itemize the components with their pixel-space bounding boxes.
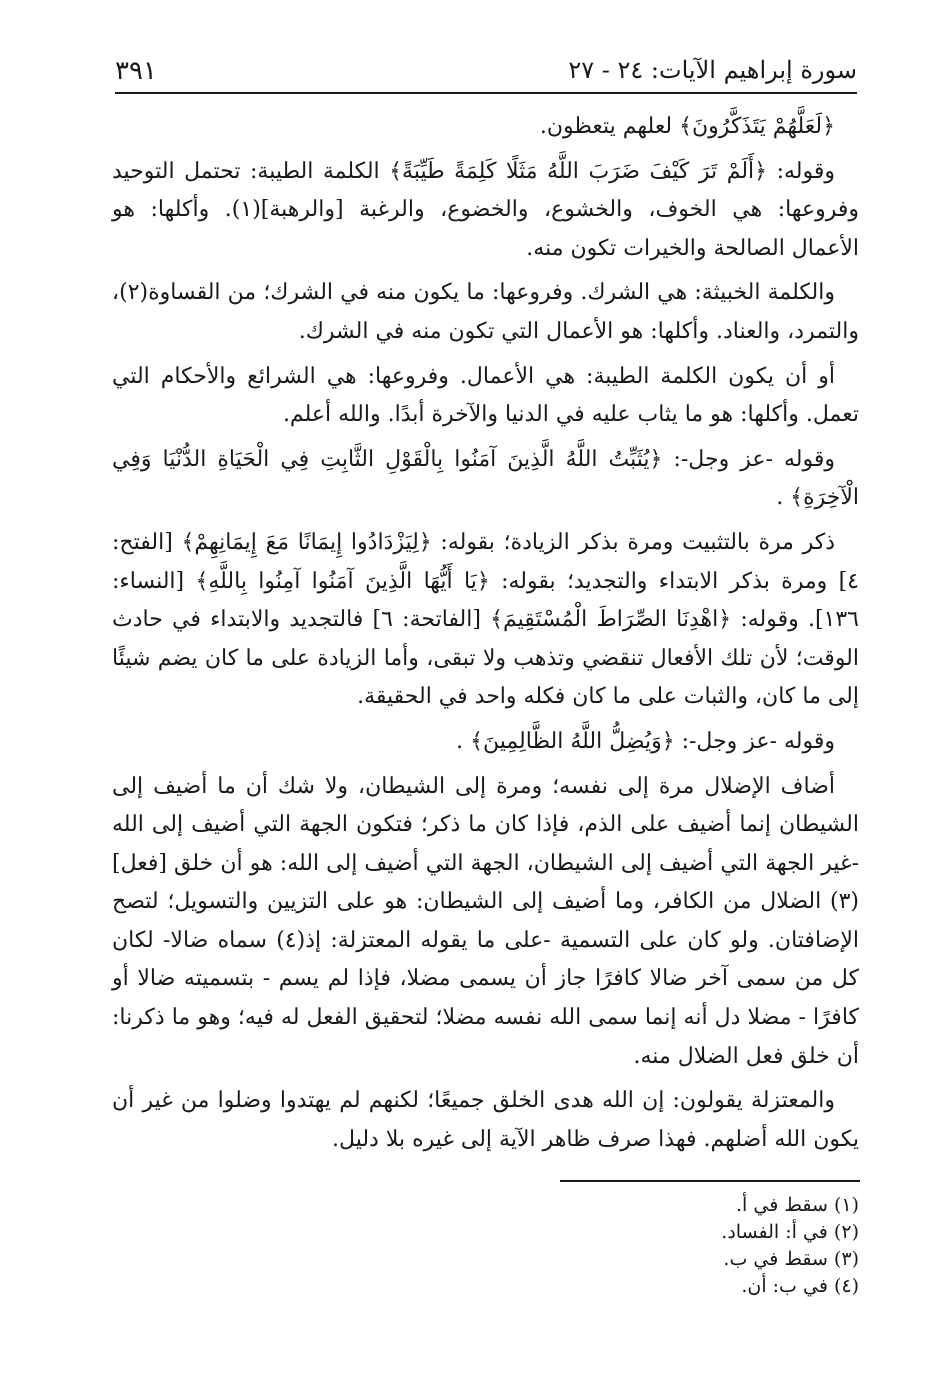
running-title: سورة إبراهيم الآيات: ٢٤ - ٢٧	[568, 56, 857, 84]
page-number: ٣٩١	[115, 56, 157, 86]
paragraph: وقوله: ﴿أَلَمْ تَرَ كَيْفَ ضَرَبَ اللَّهُ مَثَلًا كَلِمَةً طَيِّبَةً﴾ الكلمة الطيبة: تحتمل التوحيد وفروعها: هي الخوف، والخشوع، والخضوع، والرغبة [والرهبة](١). وأكلها: هو الأعمال الصالحة والخيرات تكون منه.	[112, 158, 859, 261]
paragraph: أضاف الإضلال مرة إلى نفسه؛ ومرة إلى الشيطان، ولا شك أن ما أضيف إلى الشيطان إنما أضيف على الذم، فإذا كان ما ذكر؛ فتكون الجهة التي أضيف إلى الله -غير الجهة التي أضيف إلى الشيطان، الجهة التي أضيف إلى الله: هو أن خلق [فعل](٣) الضلال من الكافر، وما أضيف إلى الشيطان: هو على التزيين والتسويل؛ لتصح الإضافتان. ولو كان على التسمية -على ما يقوله المعتزلة: إذ(٤) سماه ضالا- لكان كل من سمى آخر ضالا كافرًا جاز أن يسمى مضلا، فإذا لم يسم - بتسميته ضالا أو كافرًا - مضلا دل أنه إنما سمى الله نفسه مضلا؛ لتحقيق الفعل له فيه؛ وهو ما ذكرنا: أن خلق فعل الضلال منه.	[112, 773, 859, 1069]
paragraph: والمعتزلة يقولون: إن الله هدى الخلق جميعًا؛ لكنهم لم يهتدوا وضلوا من غير أن يكون الله أضلهم. فهذا صرف ظاهر الآية إلى غيره بلا دليل.	[112, 1088, 859, 1152]
footnote: (٢) في أ: الفساد.	[721, 1221, 859, 1243]
paragraph: ذكر مرة بالتثبيت ومرة بذكر الزيادة؛ بقوله: ﴿لِيَزْدَادُوا إِيمَانًا مَعَ إِيمَانِهِمْ﴾ [الفتح: ٤] ومرة بذكر الابتداء والتجديد؛ بقوله: ﴿يَا أَيُّهَا الَّذِينَ آمَنُوا آمِنُوا بِاللَّهِ﴾ [النساء: ١٣٦]. وقوله: ﴿اهْدِنَا الصِّرَاطَ الْمُسْتَقِيمَ﴾ [الفاتحة: ٦] فالتجديد والابتداء في حادث الوقت؛ لأن تلك الأفعال تنقضي وتذهب ولا تبقى، وأما الزيادة على ما كان يضم شيئًا إلى ما كان، والثبات على ما كان فكله واحد في الحقيقة.	[112, 529, 859, 710]
footnote: (٤) في ب: أن.	[741, 1275, 859, 1297]
page-body	[112, 108, 859, 1165]
paragraph: والكلمة الخبيثة: هي الشرك. وفروعها: ما يكون منه في الشرك؛ من القساوة(٢)، والتمرد، والعناد. وأكلها: هو الأعمال التي تكون منه في الشرك.	[112, 280, 859, 344]
page-header	[115, 52, 857, 94]
paragraph: ﴿لَعَلَّهُمْ يَتَذَكَّرُونَ﴾ لعلهم يتعظون.	[539, 114, 835, 139]
footnote: (١) سقط في أ.	[736, 1194, 859, 1216]
footnotes	[439, 1192, 859, 1300]
paragraph: وقوله -عز وجل-: ﴿يُثَبِّتُ اللَّهُ الَّذِينَ آمَنُوا بِالْقَوْلِ الثَّابِتِ فِي الْحَيَاةِ الدُّنْيَا وَفِي الْآخِرَةِ﴾ .	[112, 446, 859, 511]
paragraph: أو أن يكون الكلمة الطيبة: هي الأعمال. وفروعها: هي الشرائع والأحكام التي تعمل. وأكلها: هو ما يثاب عليه في الدنيا والآخرة أبدًا. والله أعلم.	[112, 363, 859, 428]
footnote-divider	[560, 1180, 860, 1182]
paragraph: وقوله -عز وجل-: ﴿وَيُضِلُّ اللَّهُ الظَّالِمِينَ﴾ .	[456, 728, 835, 754]
footnote: (٣) سقط في ب.	[723, 1248, 859, 1270]
